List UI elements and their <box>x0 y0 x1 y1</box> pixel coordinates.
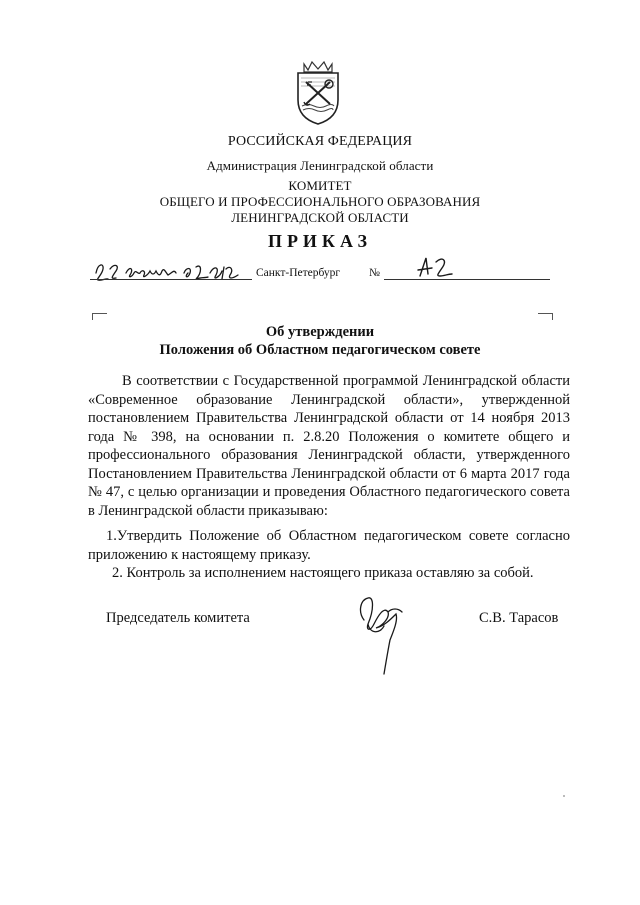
document-title-line2: Положения об Областном педагогическом совете <box>159 342 481 358</box>
signatory-role: Председатель комитета <box>106 610 250 626</box>
country-heading: РОССИЙСКАЯ ФЕДЕРАЦИЯ <box>227 134 413 149</box>
signatory-name: С.В. Тарасов <box>479 610 559 626</box>
intro-paragraph: В соответствии с Государственной программой Ленинградской области «Современное образование Ленинградской области», утвержденной постановлением Правительства Ленинградской области от 14 ноября 2013 года № 398, на основании п. 2.8.20 Положения о комитете общего и профессионального образования Ленинградской области, утвержденного Постановлением Правительства Ленинградской области от 6 марта 2017 года № 47, с целью организации и проведения Областного педагогического совета в Ленинградской области приказываю: <box>88 373 570 519</box>
administration-heading: Администрация Ленинградской области <box>206 158 434 173</box>
scan-artifact <box>563 795 565 797</box>
document-type-heading: ПРИКАЗ <box>267 231 373 251</box>
place-label: Санкт-Петербург <box>256 267 341 279</box>
number-label: № <box>369 267 380 279</box>
order-item-2: 2. Контроль за исполнением настоящего приказа оставляю за собой. <box>112 565 534 581</box>
region-heading: ЛЕНИНГРАДСКОЙ ОБЛАСТИ <box>231 210 409 225</box>
title-corner-mark-left <box>92 313 107 320</box>
committee-name-heading: ОБЩЕГО И ПРОФЕССИОНАЛЬНОГО ОБРАЗОВАНИЯ <box>159 194 481 209</box>
committee-heading: КОМИТЕТ <box>288 178 352 193</box>
order-item-1: 1.Утвердить Положение об Областном педагогическом совете согласно приложению к настоящему приказу. <box>88 528 570 563</box>
date-underline <box>90 279 252 280</box>
signature-icon <box>344 590 414 676</box>
coat-of-arms-icon <box>290 60 346 126</box>
document-title-line1: Об утверждении <box>265 324 375 340</box>
number-underline <box>384 279 550 280</box>
title-corner-mark-right <box>538 313 553 320</box>
